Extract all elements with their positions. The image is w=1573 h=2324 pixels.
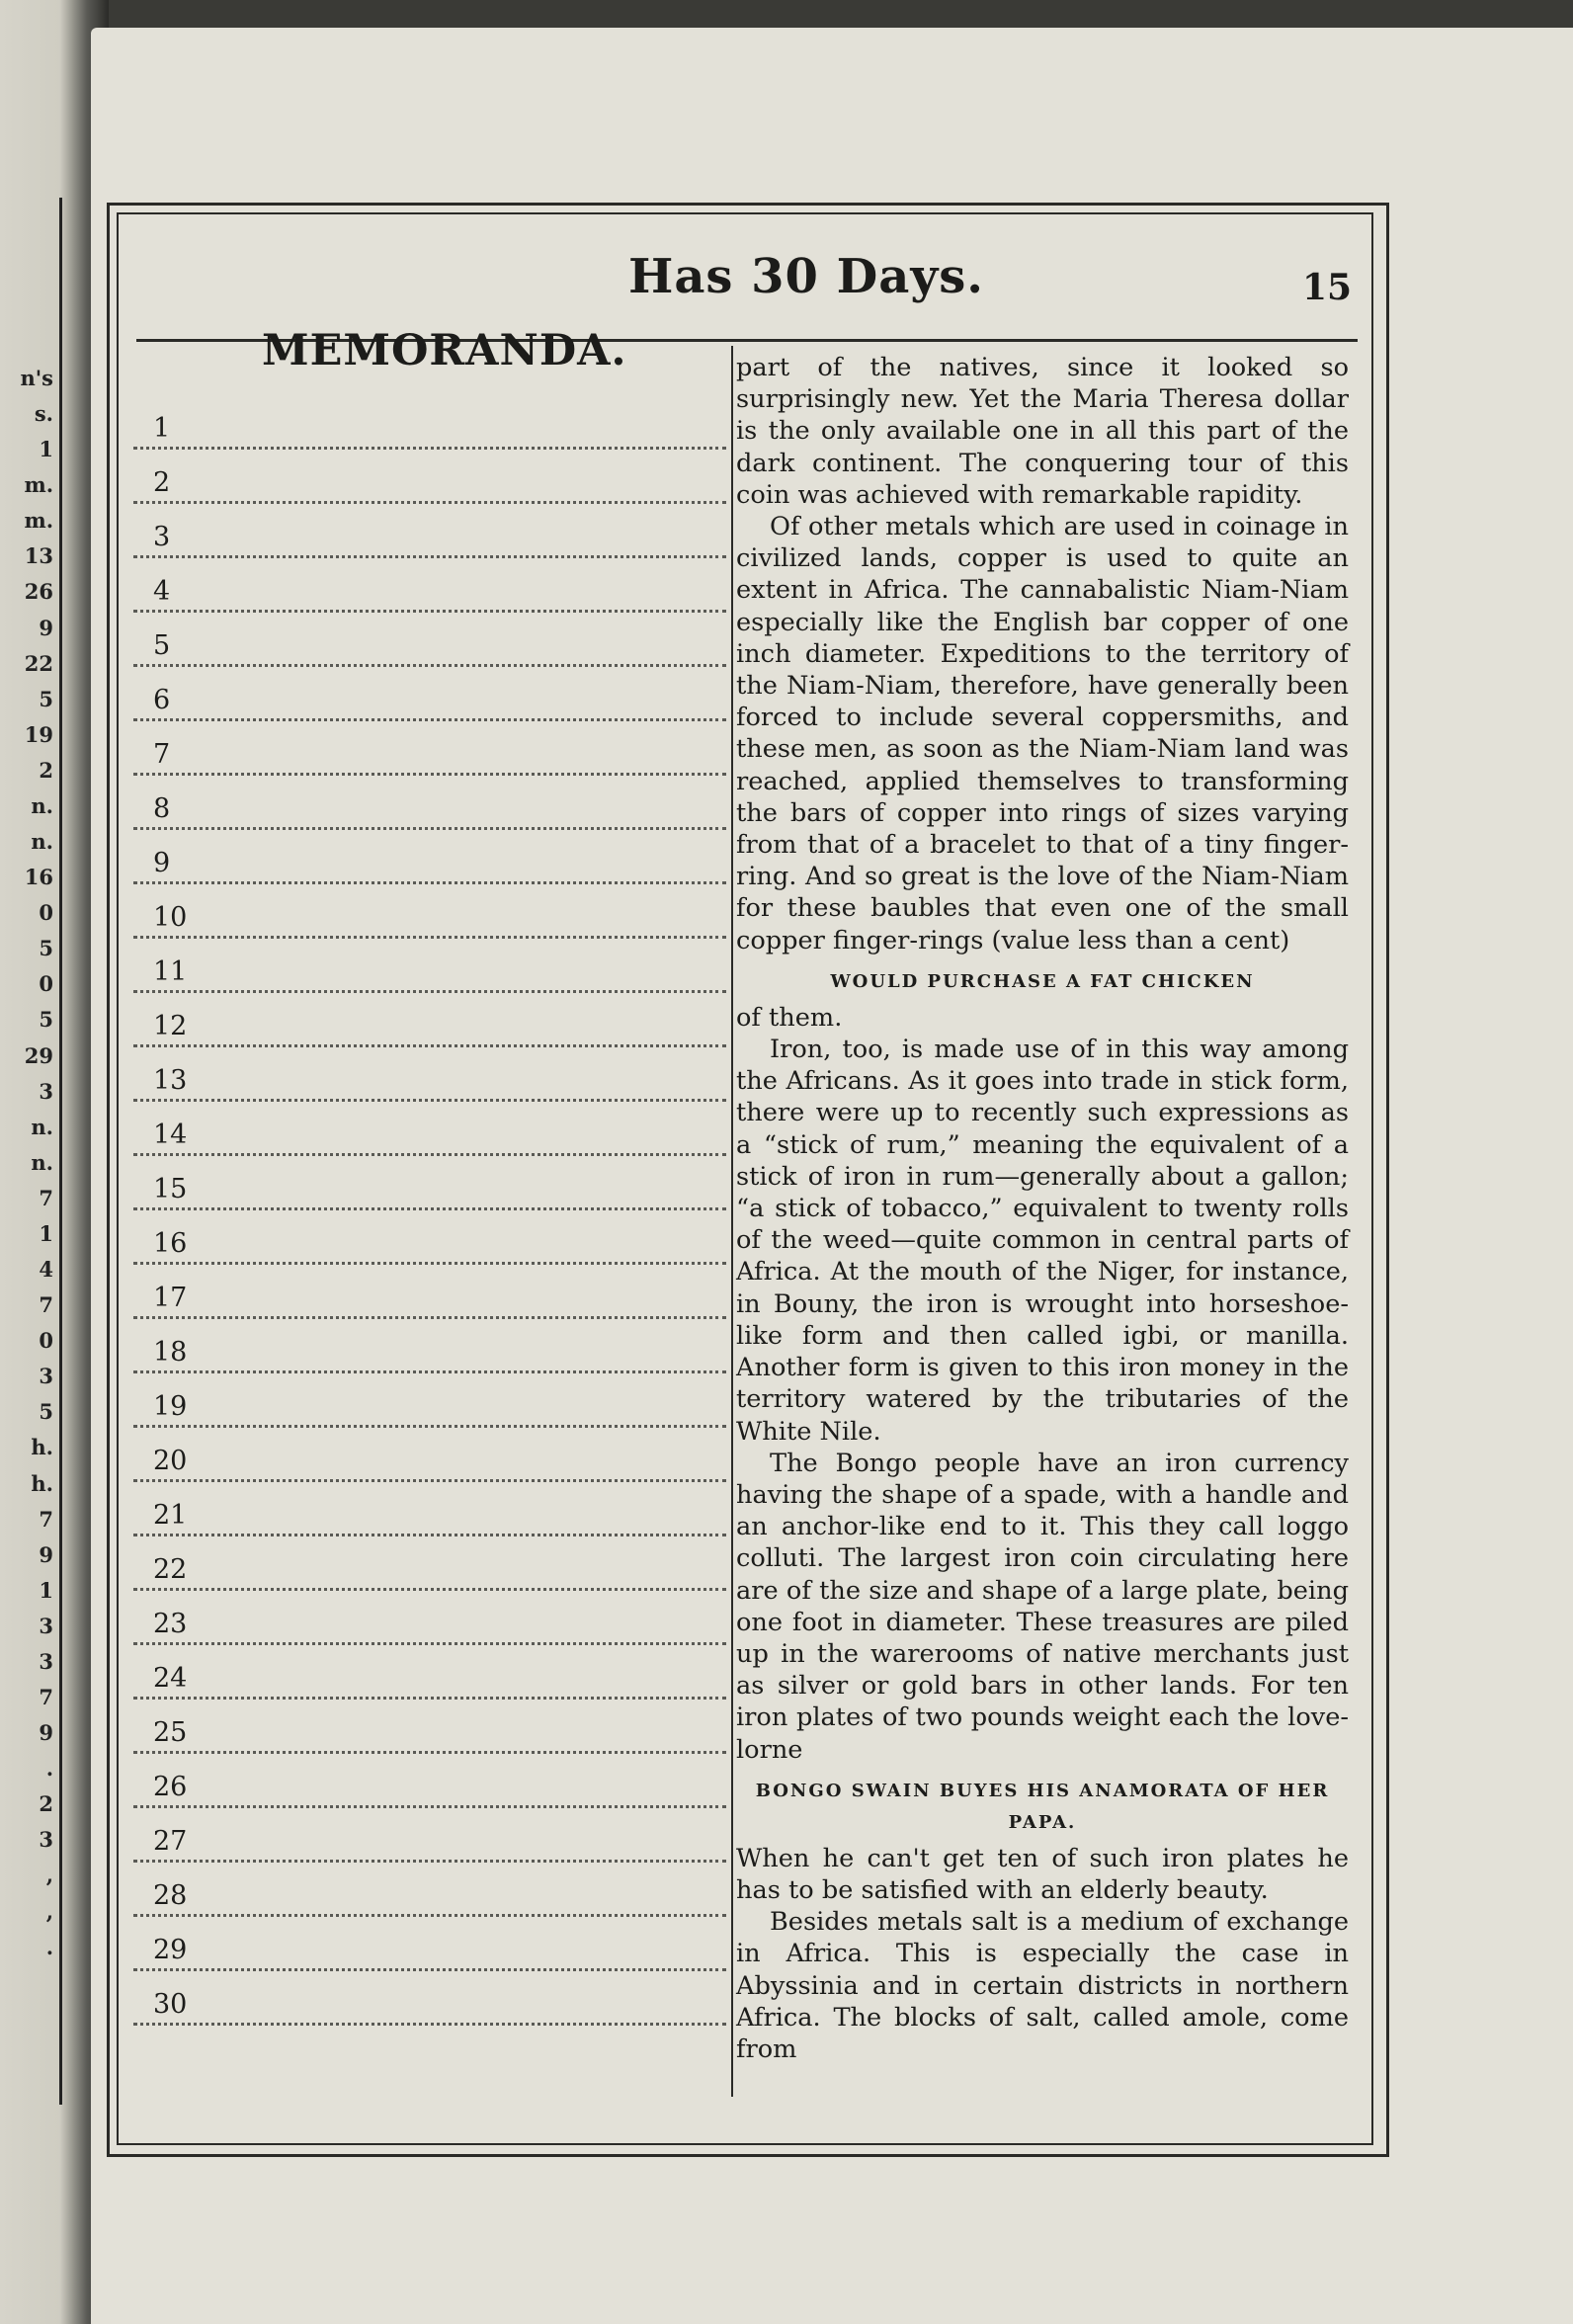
memo-day-line [133,1606,726,1645]
dotted-rule [133,1968,726,1971]
memo-day-line [133,1171,726,1210]
memo-day-line [133,1986,726,2026]
facing-page-fragment: 1 [39,437,53,461]
dotted-rule [133,1207,726,1210]
memo-day-number: 25 [153,1717,188,1748]
facing-page-fragment: 22 [24,651,53,676]
memo-day-line [133,845,726,884]
memo-day-number: 27 [153,1826,188,1857]
facing-page-fragment: n. [31,1150,53,1175]
memo-day-line [133,1117,726,1156]
memo-day-line [133,1714,726,1754]
article-text [736,352,1349,2065]
memo-day-number: 15 [153,1174,188,1204]
dotted-rule [133,1588,726,1591]
memo-day-number: 8 [153,793,171,824]
facing-page-fragment: 3 [39,1614,53,1638]
facing-page-fragment: 3 [39,1079,53,1104]
facing-page-fragment: 9 [39,616,53,640]
column-divider [731,346,733,2097]
facing-page-fragment: 4 [39,1257,53,1282]
dotted-rule [133,1262,726,1265]
memo-day-number: 16 [153,1228,188,1259]
memo-day-number: 12 [153,1011,188,1041]
facing-page-fragment: , [45,1863,53,1887]
article-paragraph: Of other metals which are used in coinage in civilized lands, copper is used to quite an extent in Africa. The cannabalistic Niam-Niam especially like the English bar copper of one inch diameter. Expeditions to the territory of the Niam-Niam, therefore, have generally been forced to include several coppersmiths, and these men, as soon as the Niam-Niam land was reached, applied themselves to transforming the bars of copper into rings of sizes varying from that of a bracelet to that of a tiny finger-ring. And so great is the love of the Niam-Niam for these baubles that even one of the small copper finger-rings (value less than a cent) [736,512,1349,955]
facing-page-fragment: 5 [39,687,53,711]
facing-page-fragment: 19 [24,722,53,747]
dotted-rule [133,1316,726,1319]
memo-day-line [133,736,726,776]
memo-day-number: 7 [153,739,171,770]
facing-page-fragment: 2 [39,758,53,783]
article-paragraph: Besides metals salt is a medium of exchange in Africa. This is especially the case in Abyssinia and in certain districts in northern Africa. The blocks of salt, called amole, come from [736,1907,1349,2064]
memo-day-number: 11 [153,956,188,987]
memo-day-line [133,1443,726,1482]
memo-day-line [133,899,726,939]
article-paragraph: of them. [736,1002,843,1033]
memo-day-number: 2 [153,467,171,498]
memo-day-number: 18 [153,1337,188,1368]
memo-day-line [133,1551,726,1591]
facing-page-fragment: 9 [39,1542,53,1567]
memo-day-line [133,1932,726,1971]
memo-day-number: 17 [153,1283,188,1313]
memo-day-line [133,1225,726,1265]
memo-day-number: 14 [153,1120,188,1150]
dotted-rule [133,1697,726,1700]
memo-day-number: 13 [153,1065,188,1096]
memo-day-number: 5 [153,630,171,661]
memo-day-number: 19 [153,1391,188,1422]
facing-page-fragment: m. [24,472,53,497]
facing-page-fragment: 7 [39,1507,53,1532]
facing-page-fragment: 3 [39,1364,53,1388]
page-title: Has 30 Days. [627,249,985,304]
dotted-rule [133,1425,726,1428]
article-paragraph: part of the natives, since it looked so surprisingly new. Yet the Maria Theresa dollar is the only available one in all this part of the dark continent. The conquering tour of this coin was achieved with remarkable rapidity. [736,353,1349,510]
facing-page-fragment: 5 [39,1007,53,1032]
facing-page-fragment: h. [31,1471,53,1496]
memo-day-line [133,410,726,450]
memo-day-number: 26 [153,1772,188,1802]
dotted-rule [133,664,726,667]
facing-page-fragment: 7 [39,1186,53,1210]
dotted-rule [133,990,726,993]
facing-page-fragment: h. [31,1435,53,1459]
facing-page-fragment: 26 [24,579,53,604]
memo-day-number: 1 [153,413,171,444]
memo-day-number: 6 [153,685,171,715]
facing-page-fragment: n. [31,1115,53,1139]
facing-page-fragment: 5 [39,1399,53,1424]
dotted-rule [133,501,726,504]
memo-day-line [133,1062,726,1102]
facing-page-fragment: 9 [39,1720,53,1745]
memo-day-line [133,1769,726,1808]
dotted-rule [133,555,726,558]
memo-day-number: 10 [153,902,188,933]
facing-page-fragment: 7 [39,1292,53,1317]
memo-day-line [133,627,726,667]
facing-page-fragment: 2 [39,1791,53,1816]
memo-day-number: 30 [153,1989,188,2020]
memo-day-line [133,1334,726,1373]
memoranda-heading: MEMORANDA. [262,326,627,375]
dotted-rule [133,881,726,884]
facing-page-fragment: 1 [39,1221,53,1246]
memo-day-number: 29 [153,1935,188,1965]
memo-day-line [133,1877,726,1917]
memo-day-number: 24 [153,1663,188,1694]
facing-page-fragment: 3 [39,1649,53,1674]
memo-day-line [133,1280,726,1319]
facing-page-fragment: n's [20,366,53,390]
facing-page-fragment: 16 [24,865,53,889]
facing-page-fragment: 5 [39,936,53,960]
memo-day-line [133,573,726,613]
memo-day-number: 3 [153,522,171,552]
memo-day-number: 28 [153,1880,188,1911]
article-paragraph: When he can't get ten of such iron plates he has to be satisfied with an elderly beauty. [736,1843,1349,1905]
dotted-rule [133,936,726,939]
dotted-rule [133,1860,726,1863]
memo-day-line [133,1823,726,1863]
article-paragraph: The Bongo people have an iron currency having the shape of a spade, with a handle and an anchor-like end to it. This they call loggo colluti. The largest iron coin circulating here are of the size and shape of a large plate, being one foot in diameter. These treasures are piled up in the warerooms of native merchants just as silver or gold bars in other lands. For ten iron plates of two pounds weight each the love-lorne [736,1448,1349,1765]
dotted-rule [133,2023,726,2026]
memo-day-line [133,682,726,721]
dotted-rule [133,1153,726,1156]
dotted-rule [133,1479,726,1482]
memo-day-line [133,1497,726,1536]
memo-day-line [133,790,726,830]
dotted-rule [133,1370,726,1373]
dotted-rule [133,610,726,613]
dotted-rule [133,1914,726,1917]
dotted-rule [133,1805,726,1808]
article-subheading: BONGO SWAIN BUYES HIS ANAMORATA OF HER PAPA. [755,1780,1330,1833]
page-number: 15 [1302,267,1353,308]
memo-day-line [133,464,726,504]
facing-page-fragment: 1 [39,1578,53,1603]
memo-day-number: 22 [153,1554,188,1585]
facing-page-fragment: 0 [39,1328,53,1353]
facing-page-fragment: 0 [39,971,53,996]
memo-day-number: 4 [153,576,171,607]
memo-day-line [133,519,726,558]
facing-page-fragment: 0 [39,900,53,925]
memo-day-line [133,1008,726,1047]
dotted-rule [133,718,726,721]
dotted-rule [133,1099,726,1102]
dotted-rule [133,1044,726,1047]
dotted-rule [133,447,726,450]
facing-page-fragment: , [45,1899,53,1924]
facing-page-fragment: 13 [24,543,53,568]
article-paragraph: Iron, too, is made use of in this way among the Africans. As it goes into trade in stick form, there were up to recently such expressions as a “stick of rum,” meaning the equivalent of a stick of iron in rum—generally about a gallon; “a stick of tobacco,” equivalent to twenty rolls of the weed—quite common in central parts of Africa. At the mouth of the Niger, for instance, in Bouny, the iron is wrought into horseshoe-like form and then called igbi, or manilla. Another form is given to this iron money in the territory watered by the tributaries of the White Nile. [736,1035,1349,1447]
dotted-rule [133,1534,726,1536]
article-subheading: WOULD PURCHASE A FAT CHICKEN [830,970,1255,992]
memo-day-number: 20 [153,1446,188,1476]
memo-day-number: 21 [153,1500,188,1531]
memo-day-line [133,1388,726,1428]
facing-page-fragment: . [45,1935,53,1959]
dotted-rule [133,773,726,776]
facing-page-fragment: 3 [39,1827,53,1852]
facing-page-fragment: n. [31,829,53,854]
memo-day-number: 23 [153,1609,188,1639]
facing-page-fragment: n. [31,793,53,818]
memo-day-number: 9 [153,848,171,878]
facing-page-fragment: s. [34,401,53,426]
facing-page-edge [0,198,62,2105]
facing-page-fragment: 29 [24,1043,53,1068]
facing-page-fragment: . [45,1756,53,1781]
facing-page-fragment: m. [24,508,53,533]
dotted-rule [133,827,726,830]
dotted-rule [133,1751,726,1754]
memo-day-line [133,954,726,993]
memo-day-line [133,1660,726,1700]
facing-page-fragment: 7 [39,1685,53,1709]
dotted-rule [133,1642,726,1645]
